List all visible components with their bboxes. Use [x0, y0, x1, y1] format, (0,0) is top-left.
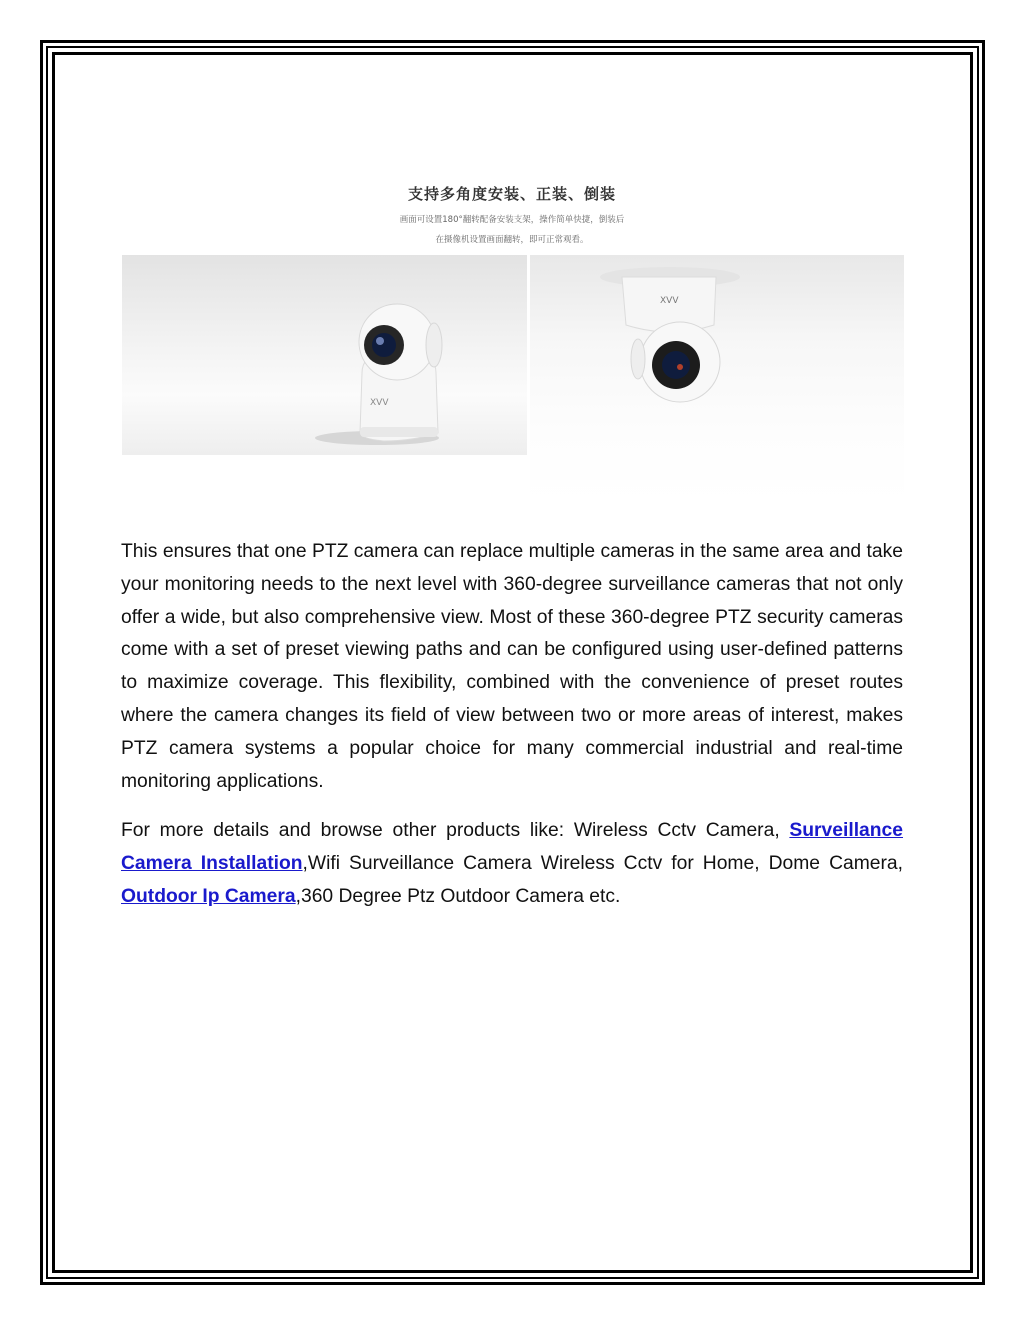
camera-base-ring	[360, 427, 438, 437]
article-body	[121, 536, 903, 914]
upright-camera-illustration	[122, 255, 527, 455]
camera-lens	[372, 333, 396, 357]
banner-subtitle-line1: 画面可设置180°翻转配备安装支架，操作简单快捷，倒装后	[399, 215, 625, 225]
camera-logo-left: XVV	[370, 398, 389, 408]
article-paragraph-2	[121, 815, 903, 913]
camera-side-hinge-inverted	[631, 339, 645, 379]
product-banner-image	[120, 175, 904, 505]
paragraph-2-end: ,360 Degree Ptz Outdoor Camera etc.	[295, 885, 621, 907]
camera-side-hinge	[426, 323, 442, 367]
surveillance-camera-installation-link[interactable]: Surveillance Camera Installation	[121, 820, 903, 875]
camera-indicator-light	[677, 364, 683, 370]
camera-lens-inverted	[662, 351, 690, 379]
outdoor-ip-camera-link[interactable]: Outdoor Ip Camera	[121, 885, 296, 907]
paragraph-2-middle: ,Wifi Surveillance Camera Wireless Cctv for Home, Dome Camera,	[302, 853, 903, 875]
inverted-camera-illustration	[530, 255, 904, 505]
article-paragraph-1: This ensures that one PTZ camera can replace multiple cameras in the same area and take your monitoring needs to the next level with 360-degree surveillance cameras that not only offer a wide, but also comprehensive view. Most of these 360-degree PTZ security cameras come with a set of preset viewing paths and can be configured using user-defined patterns to maximize coverage. This flexibility, combined with the convenience of preset routes where the camera changes its field of view between two or more areas of interest, makes PTZ camera systems a popular choice for many commercial industrial and real-time monitoring applications.	[121, 541, 903, 792]
banner-subtitle-line2: 在摄像机设置画面翻转，即可正常观看。	[435, 235, 589, 245]
banner-title: 支持多角度安装、正装、倒装	[407, 185, 616, 203]
inverted-camera-photo	[530, 255, 904, 505]
camera-lens-glint	[376, 337, 384, 345]
camera-logo-right: XVV	[660, 296, 679, 306]
upright-camera-photo	[122, 255, 527, 455]
paragraph-2-intro: For more details and browse other products like: Wireless Cctv Camera,	[121, 820, 790, 842]
